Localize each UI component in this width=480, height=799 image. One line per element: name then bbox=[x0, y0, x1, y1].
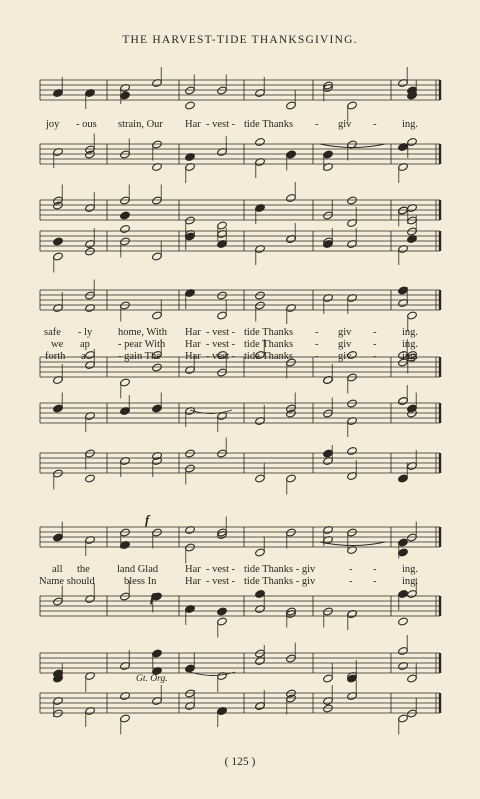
slur bbox=[190, 672, 235, 676]
notehead bbox=[398, 286, 409, 295]
notehead bbox=[120, 592, 131, 601]
lyric-word: bless In bbox=[124, 576, 157, 587]
notehead bbox=[85, 291, 96, 300]
lyric-word: ing. bbox=[402, 327, 419, 338]
notehead bbox=[407, 227, 418, 236]
lyric-word: we bbox=[51, 339, 64, 350]
notehead bbox=[53, 709, 64, 718]
notehead bbox=[323, 607, 334, 616]
notehead bbox=[152, 404, 163, 413]
notehead bbox=[185, 689, 196, 698]
dynamic-forte-voice: f bbox=[145, 512, 150, 527]
notehead bbox=[398, 474, 409, 483]
lyric-word: ing. bbox=[402, 339, 419, 350]
notehead bbox=[120, 224, 131, 233]
lyric-word: strain, Our bbox=[118, 119, 163, 130]
notehead bbox=[185, 664, 196, 673]
notehead bbox=[286, 474, 297, 483]
notehead bbox=[398, 589, 409, 598]
lyric-word: - bbox=[315, 339, 319, 350]
notehead bbox=[53, 533, 64, 542]
notehead bbox=[120, 211, 131, 220]
lyric-word: - bbox=[349, 564, 353, 575]
notehead bbox=[53, 237, 64, 246]
notehead bbox=[185, 101, 196, 110]
notehead bbox=[323, 409, 334, 418]
notehead bbox=[398, 714, 409, 723]
organ-registration: Gt. Org. bbox=[136, 674, 168, 684]
notehead bbox=[286, 193, 297, 202]
notehead bbox=[53, 597, 64, 606]
lyric-word: forth bbox=[45, 351, 66, 362]
lyric-word: Har bbox=[185, 327, 201, 338]
lyric-word: giv bbox=[338, 119, 352, 130]
notehead bbox=[217, 291, 228, 300]
lyric-word: giv bbox=[338, 351, 352, 362]
notehead bbox=[53, 404, 64, 413]
lyric-word: tide Thanks bbox=[244, 351, 294, 362]
notehead bbox=[120, 301, 131, 310]
notehead bbox=[347, 399, 358, 408]
notehead bbox=[217, 86, 228, 95]
lyric-word: - bbox=[373, 351, 377, 362]
notehead bbox=[323, 449, 334, 458]
notehead bbox=[407, 216, 418, 225]
notehead bbox=[185, 543, 196, 552]
lyric-word: - bbox=[315, 119, 319, 130]
lyric-word: the bbox=[77, 564, 90, 575]
lyric-word: all bbox=[52, 564, 63, 575]
notehead bbox=[185, 464, 196, 473]
lyric-word: - vest - bbox=[206, 339, 236, 350]
notehead bbox=[407, 311, 418, 320]
lyric-word: giv bbox=[338, 327, 352, 338]
notehead bbox=[120, 714, 131, 723]
lyric-word: - bbox=[373, 339, 377, 350]
notehead bbox=[407, 137, 418, 146]
notehead bbox=[152, 649, 163, 658]
notehead bbox=[120, 528, 131, 537]
notehead bbox=[323, 704, 334, 713]
notehead bbox=[152, 196, 163, 205]
notehead bbox=[120, 237, 131, 246]
notehead bbox=[398, 396, 409, 405]
lyric-word: Har bbox=[185, 351, 201, 362]
notehead bbox=[185, 86, 196, 95]
notehead bbox=[120, 196, 131, 205]
lyric-word: - bbox=[373, 327, 377, 338]
notehead bbox=[407, 709, 418, 718]
lyric-word: joy bbox=[46, 119, 60, 130]
lyric-word: - ous bbox=[76, 119, 97, 130]
notehead bbox=[120, 378, 131, 387]
notehead bbox=[347, 101, 358, 110]
notehead bbox=[217, 607, 228, 616]
notehead bbox=[398, 646, 409, 655]
lyric-word: - bbox=[373, 576, 377, 587]
notehead bbox=[85, 474, 96, 483]
notehead bbox=[347, 196, 358, 205]
notehead bbox=[255, 291, 266, 300]
lyric-word: - vest - bbox=[206, 119, 236, 130]
lyric-word: - vest - bbox=[206, 351, 236, 362]
lyric-word: Har bbox=[185, 339, 201, 350]
lyric-word: ing. bbox=[402, 576, 419, 587]
running-header: THE HARVEST-TIDE THANKSGIVING. bbox=[122, 34, 358, 46]
notehead bbox=[398, 538, 409, 547]
lyric-word: - vest - bbox=[206, 327, 236, 338]
notehead bbox=[185, 216, 196, 225]
notehead bbox=[120, 150, 131, 159]
notehead bbox=[85, 449, 96, 458]
lyric-word: - pear With bbox=[118, 339, 166, 350]
lyric-word: Name should bbox=[39, 576, 95, 587]
lyric-word: Har bbox=[185, 119, 201, 130]
notehead bbox=[398, 548, 409, 557]
notehead bbox=[255, 301, 266, 310]
lyric-word: Har bbox=[185, 564, 201, 575]
lyric-word: ing. bbox=[402, 351, 419, 362]
notehead bbox=[53, 252, 64, 261]
notehead bbox=[255, 474, 266, 483]
notehead bbox=[217, 617, 228, 626]
notehead bbox=[398, 617, 409, 626]
notehead bbox=[217, 449, 228, 458]
lyric-word: ing. bbox=[402, 119, 419, 130]
notehead bbox=[217, 311, 228, 320]
lyric-word: - ly bbox=[78, 327, 93, 338]
notehead bbox=[323, 674, 334, 683]
lyric-word: tide Thanks - giv bbox=[244, 564, 316, 575]
notehead bbox=[347, 373, 358, 382]
lyric-word: - bbox=[315, 327, 319, 338]
notehead bbox=[286, 528, 297, 537]
lyric-word: tide Thanks - giv bbox=[244, 576, 316, 587]
notehead bbox=[217, 221, 228, 230]
lyric-word: home, With bbox=[118, 327, 167, 338]
notehead bbox=[152, 363, 163, 372]
notehead bbox=[85, 247, 96, 256]
lyric-word: a bbox=[81, 351, 86, 362]
notehead bbox=[407, 589, 418, 598]
slur bbox=[320, 144, 385, 148]
notehead bbox=[152, 311, 163, 320]
notehead bbox=[255, 649, 266, 658]
notehead bbox=[398, 206, 409, 215]
notehead bbox=[185, 449, 196, 458]
notehead bbox=[286, 654, 297, 663]
lyric-word: - bbox=[349, 576, 353, 587]
notehead bbox=[152, 252, 163, 261]
notehead bbox=[323, 150, 334, 159]
lyric-word: - gain The bbox=[118, 351, 161, 362]
notehead bbox=[255, 589, 266, 598]
notehead bbox=[407, 674, 418, 683]
notehead bbox=[407, 533, 418, 542]
lyric-word: - bbox=[373, 564, 377, 575]
notehead bbox=[255, 548, 266, 557]
lyric-word: ing. bbox=[402, 564, 419, 575]
lyric-word: - bbox=[315, 351, 319, 362]
notehead bbox=[323, 211, 334, 220]
lyric-word: safe bbox=[44, 327, 61, 338]
lyric-word: Har bbox=[185, 576, 201, 587]
lyric-word: giv bbox=[338, 339, 352, 350]
notehead bbox=[286, 101, 297, 110]
notehead bbox=[217, 368, 228, 377]
notehead bbox=[85, 350, 96, 359]
page-number: ( 125 ) bbox=[224, 756, 256, 768]
notehead bbox=[347, 528, 358, 537]
lyric-word: tide Thanks bbox=[244, 339, 294, 350]
lyric-word: land Glad bbox=[117, 564, 159, 575]
lyric-word: tide Thanks bbox=[244, 327, 294, 338]
dynamic-forte-accompaniment: f bbox=[150, 590, 155, 605]
notehead bbox=[255, 137, 266, 146]
notehead bbox=[120, 91, 131, 100]
lyric-word: - vest - bbox=[206, 564, 236, 575]
notehead bbox=[152, 140, 163, 149]
lyric-word: tide Thanks bbox=[244, 119, 294, 130]
lyric-word: ap bbox=[80, 339, 90, 350]
notehead bbox=[152, 528, 163, 537]
notehead bbox=[53, 469, 64, 478]
lyric-word: - vest - bbox=[206, 576, 236, 587]
lyric-word: - bbox=[373, 119, 377, 130]
notehead bbox=[347, 446, 358, 455]
